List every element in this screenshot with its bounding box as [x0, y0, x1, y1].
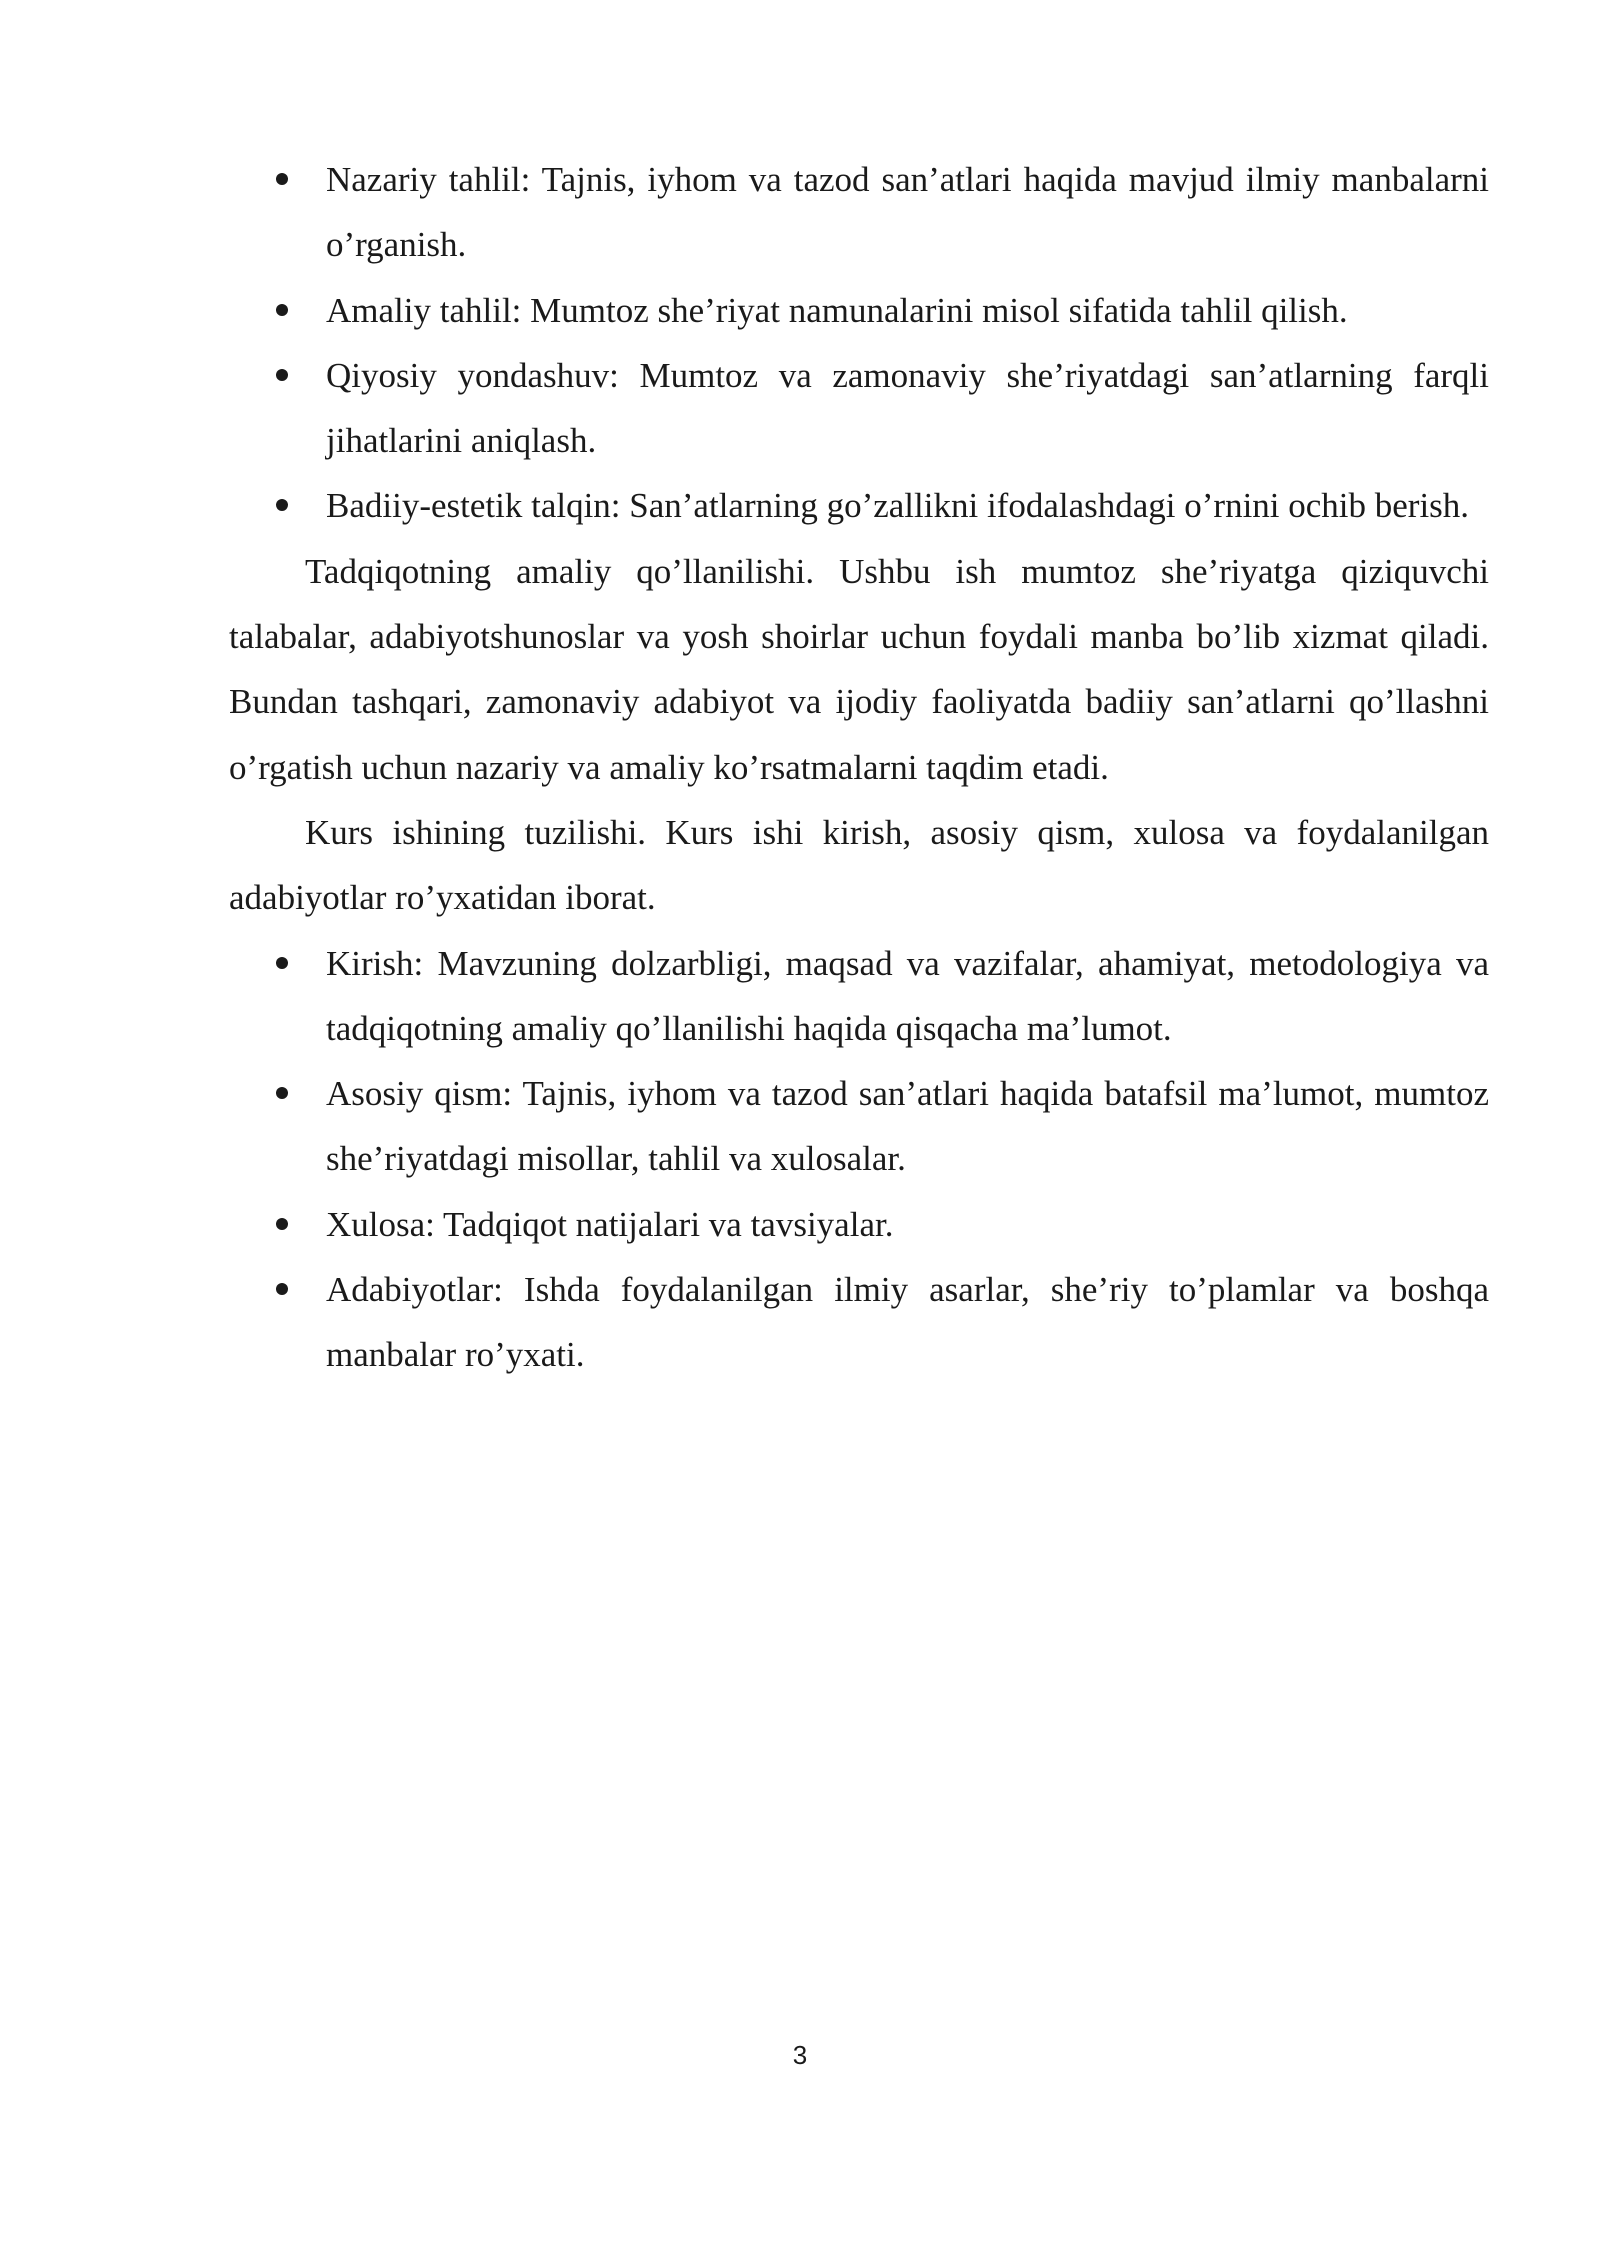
list-item: [229, 1061, 1489, 1192]
list-item: [229, 147, 1489, 278]
bullet-icon: [276, 1283, 288, 1295]
structure-list: [229, 931, 1489, 1388]
practical-application-paragraph: Tadqiqotning amaliy qo’llanilishi. Ushbu ish mumtoz she’riyatga qiziquvchi talabalar, adabiyotshunoslar va yosh shoirlar uchun foydali manba bo’lib xizmat qiladi. Bundan tashqari, zamonaviy adabiyot va ijodiy faoliyatda badiiy san’atlarni qo’llashni o’rgatish uchun nazariy va amaliy ko’rsatmalarni taqdim etadi.: [229, 551, 1489, 787]
bullet-icon: [276, 957, 288, 969]
page-content: [229, 147, 1489, 1388]
page-number: 3: [792, 2040, 808, 2070]
bullet-icon: [276, 369, 288, 381]
bullet-icon: [276, 173, 288, 185]
list-item-text: Badiiy-estetik talqin: San’atlarning go’zallikni ifodalashdagi o’rnini ochib berish.: [326, 486, 1470, 526]
list-item: [229, 1257, 1489, 1388]
list-item: [229, 1192, 1489, 1257]
list-item-text: Amaliy tahlil: Mumtoz she’riyat namunalarini misol sifatida tahlil qilish.: [326, 290, 1348, 330]
list-item-text: Nazariy tahlil: Tajnis, iyhom va tazod san’atlari haqida mavjud ilmiy manbalarni o’rganish.: [326, 160, 1489, 265]
structure-paragraph: Kurs ishining tuzilishi. Kurs ishi kirish, asosiy qism, xulosa va foydalanilgan adabiyotlar ro’yxatidan iborat.: [229, 812, 1489, 918]
bullet-icon: [276, 499, 288, 511]
list-item-text: Asosiy qism: Tajnis, iyhom va tazod san’atlari haqida batafsil ma’lumot, mumtoz she’riyatdagi misollar, tahlil va xulosalar.: [326, 1074, 1489, 1179]
list-item: [229, 343, 1489, 474]
list-item-text: Qiyosiy yondashuv: Mumtoz va zamonaviy she’riyatdagi san’atlarning farqli jihatlarini aniqlash.: [326, 355, 1489, 461]
bullet-icon: [276, 1087, 288, 1099]
list-item-text: Kirish: Mavzuning dolzarbligi, maqsad va vazifalar, ahamiyat, metodologiya va tadqiqotning amaliy qo’llanilishi haqida qisqacha ma’lumot.: [326, 943, 1489, 1048]
list-item: [229, 278, 1489, 343]
bullet-icon: [276, 1218, 288, 1230]
methods-list: [229, 147, 1489, 539]
list-item: [229, 473, 1489, 538]
list-item: [229, 931, 1489, 1062]
list-item-text: Xulosa: Tadqiqot natijalari va tavsiyalar.: [326, 1204, 894, 1244]
list-item-text: Adabiyotlar: Ishda foydalanilgan ilmiy asarlar, she’riy to’plamlar va boshqa manbalar ro’yxati.: [326, 1270, 1489, 1375]
bullet-icon: [276, 304, 288, 316]
